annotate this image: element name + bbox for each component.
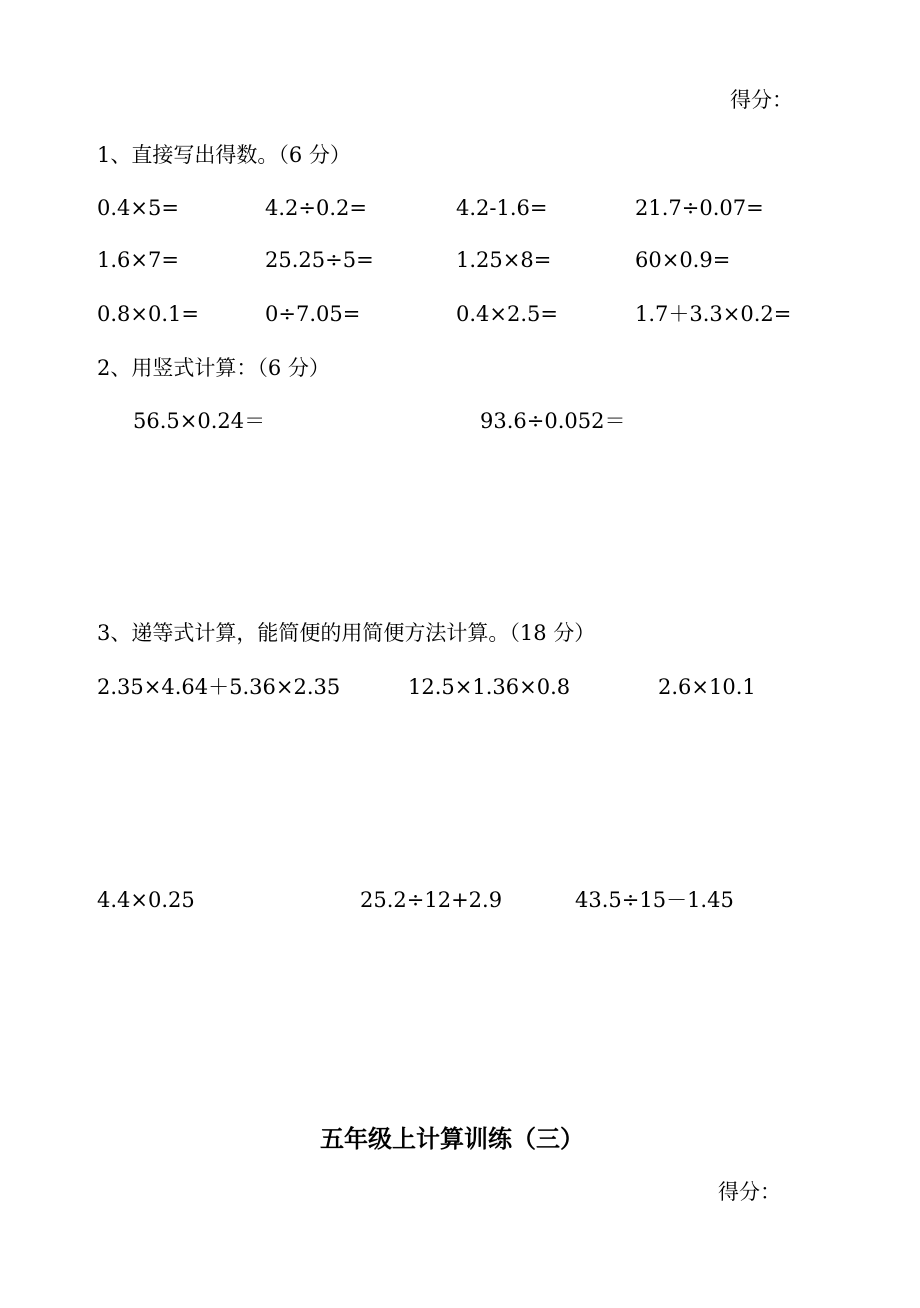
problem-1-5: 1.6×7= (97, 248, 179, 272)
problem-1-7: 1.25×8= (456, 248, 552, 272)
next-page-title: 五年级上计算训练（三） (320, 1125, 584, 1153)
problem-1-12: 1.7＋3.3×0.2= (635, 302, 792, 326)
problem-1-10: 0÷7.05= (265, 302, 361, 326)
problem-1-9: 0.8×0.1= (97, 302, 199, 326)
problem-3-5: 25.2÷12+2.9 (360, 888, 503, 912)
problem-1-8: 60×0.9= (635, 248, 731, 272)
problem-1-3: 4.2-1.6= (456, 196, 548, 220)
problem-3-1: 2.35×4.64＋5.36×2.35 (97, 675, 341, 699)
problem-3-2: 12.5×1.36×0.8 (408, 675, 571, 699)
section3-heading: 3、递等式计算，能简便的用简便方法计算。（18 分） (97, 621, 596, 645)
section2-heading: 2、用竖式计算：（6 分） (97, 356, 330, 380)
problem-1-11: 0.4×2.5= (456, 302, 558, 326)
problem-3-6: 43.5÷15－1.45 (575, 888, 734, 912)
next-page-score-label: 得分： (718, 1180, 781, 1204)
problem-1-4: 21.7÷0.07= (635, 196, 764, 220)
problem-3-4: 4.4×0.25 (97, 888, 195, 912)
problem-2-1: 56.5×0.24＝ (133, 409, 266, 433)
problem-1-1: 0.4×5= (97, 196, 179, 220)
problem-2-2: 93.6÷0.052＝ (480, 409, 626, 433)
problem-3-3: 2.6×10.1 (658, 675, 756, 699)
problem-1-6: 25.25÷5= (265, 248, 374, 272)
score-label: 得分： (730, 88, 793, 112)
section1-heading: 1、直接写出得数。（6 分） (97, 143, 351, 167)
problem-1-2: 4.2÷0.2= (265, 196, 367, 220)
